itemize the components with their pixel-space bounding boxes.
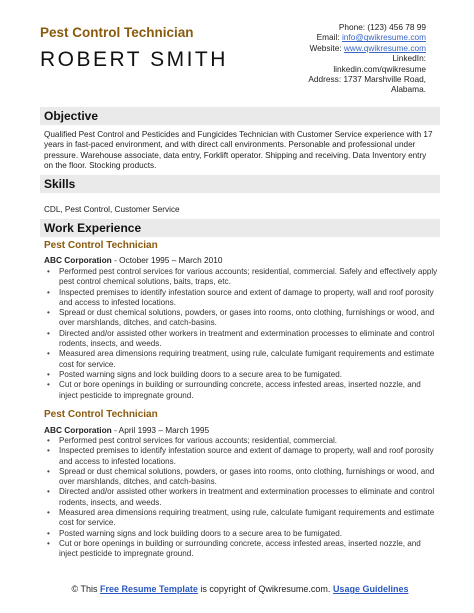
list-item: • Cut or bore openings in building or surrounding concrete, access infested areas, inserted nozzle, and inject pesticide to impregnate ground. xyxy=(44,539,438,560)
email-line xyxy=(226,32,426,42)
linkedin-text: linkedin.com/qwikresume xyxy=(333,63,426,74)
email-label: Email: xyxy=(316,32,342,43)
contact-info xyxy=(226,22,426,95)
list-item: • Posted warning signs and lock building doors to a secure area to be fumigated. xyxy=(44,370,438,380)
list-item: • Directed and/or assisted other workers in treatment and extermination processes to eliminate and control rodents, insects, and weeds. xyxy=(44,487,438,508)
website-line xyxy=(226,43,426,53)
objective-section-header xyxy=(40,107,440,125)
job-title-1: Pest Control Technician xyxy=(44,240,158,251)
job-bullets-2 xyxy=(44,436,438,560)
list-item: • Spread or dust chemical solutions, powders, or gases into rooms, onto clothing, furnishings or wood, and over marshlands, ditches, and catch-basins. xyxy=(44,308,438,329)
objective-heading: Objective xyxy=(44,109,99,123)
resume-header xyxy=(40,22,440,100)
skills-text: CDL, Pest Control, Customer Service xyxy=(44,205,180,214)
job-dates-2: - April 1993 – March 1995 xyxy=(111,425,210,435)
address-line-2: Alabama. xyxy=(390,84,426,95)
copyright-footer xyxy=(40,584,440,595)
footer-middle: is copyright of Qwikresume.com. xyxy=(197,584,333,594)
job-bullets-1 xyxy=(44,267,438,401)
list-item: • Performed pest control services for various accounts; residential, commercial. Safely and effectively apply pest control chemical solutions, baits, traps, etc. xyxy=(44,267,438,288)
header-job-title: Pest Control Technician xyxy=(40,25,194,40)
company-name-2: ABC Corporation xyxy=(44,425,112,435)
list-item: • Posted warning signs and lock building doors to a secure area to be fumigated. xyxy=(44,529,438,539)
work-experience-section-header xyxy=(40,219,440,237)
job-title-2: Pest Control Technician xyxy=(44,409,158,420)
footer-prefix: © This xyxy=(71,584,101,594)
job-dates-1: - October 1995 – March 2010 xyxy=(111,255,223,265)
skills-heading: Skills xyxy=(44,177,76,191)
list-item: • Inspected premises to identify infestation source and extent of damage to property, wall and roof porosity and access to infested locations. xyxy=(44,446,438,467)
website-link[interactable]: www.qwikresume.com xyxy=(343,42,426,53)
work-experience-heading: Work Experience xyxy=(44,221,142,235)
skills-section-header xyxy=(40,175,440,193)
phone-text: Phone: (123) 456 78 99 xyxy=(338,22,426,32)
list-item: • Performed pest control services for various accounts; residential, commercial. xyxy=(44,436,438,446)
job-company-line-1 xyxy=(44,255,222,265)
list-item: • Spread or dust chemical solutions, powders, or gases into rooms, onto clothing, furnishings or wood, and over marshlands, ditches, and catch-basins. xyxy=(44,467,438,488)
list-item: • Measured area dimensions requiring treatment, using rule, calculate fumigant requirements and estimate cost for service. xyxy=(44,349,438,370)
objective-text: Qualified Pest Control and Pesticides and Fungicides Technician with Customer Service experience with 17 years in fast-paced environment, and with direct call environments. Personable and professional under pressure. Warehouse associate, data entry, Forklift operator. Shipping and receiving. Data Inventory entry on the floor. Stocking products. xyxy=(44,130,433,170)
list-item: • Inspected premises to identify infestation source and extent of damage to property, wall and roof porosity and access to infested locations. xyxy=(44,288,438,309)
list-item: • Measured area dimensions requiring treatment, using rule, calculate fumigant requirements and estimate cost for service. xyxy=(44,508,438,529)
usage-guidelines-link[interactable]: Usage Guidelines xyxy=(332,584,409,594)
free-resume-template-link[interactable]: Free Resume Template xyxy=(100,584,198,594)
candidate-name: ROBERT SMITH xyxy=(40,48,228,71)
list-item: • Directed and/or assisted other workers in treatment and extermination processes to eliminate and control rodents, insects, and weeds. xyxy=(44,329,438,350)
website-label: Website: xyxy=(309,42,344,53)
company-name-1: ABC Corporation xyxy=(44,255,112,265)
job-company-line-2 xyxy=(44,425,209,435)
linkedin-label: LinkedIn: xyxy=(392,53,426,64)
address-line-1: Address: 1737 Marshville Road, xyxy=(308,74,426,85)
email-link[interactable]: info@qwikresume.com xyxy=(341,32,426,43)
list-item: • Cut or bore openings in building or surrounding concrete, access infested areas, inserted nozzle, and inject pesticide to impregnate ground. xyxy=(44,380,438,401)
